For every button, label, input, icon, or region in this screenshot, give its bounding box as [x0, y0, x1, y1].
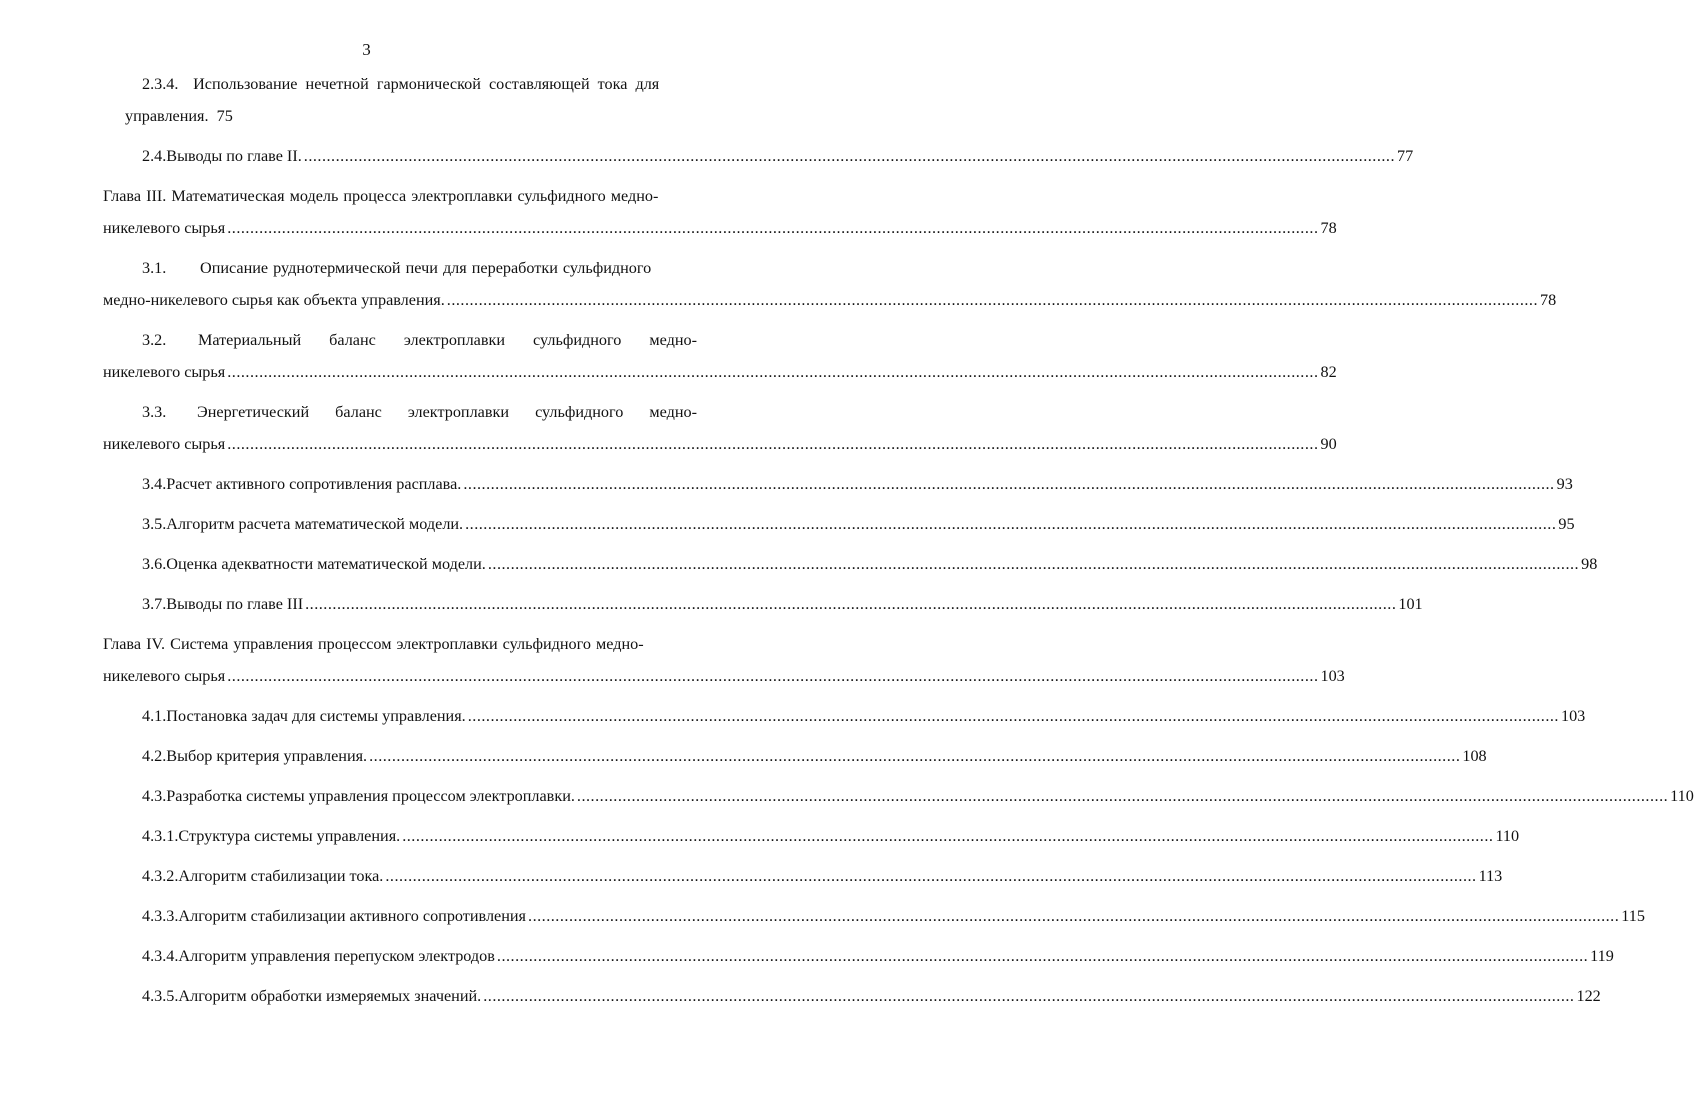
toc-title-cont: никелевого сырья	[103, 667, 226, 685]
toc-page: 108	[1462, 747, 1487, 765]
toc-page: 93	[1556, 475, 1573, 493]
toc-title-cont: управления.	[125, 107, 209, 125]
toc-leader	[577, 780, 1668, 812]
toc-leader	[227, 428, 1318, 460]
toc-title-cont: никелевого сырья	[103, 219, 226, 237]
toc-leader	[463, 468, 1554, 500]
toc-leader	[227, 356, 1318, 388]
toc-title-cont: медно-никелевого сырья как объекта управления.	[103, 291, 445, 309]
toc-leader	[227, 660, 1318, 692]
toc-title: Глава III. Математическая модель процесса электроплавки сульфидного медно-	[103, 187, 659, 205]
toc-entry-4-2[interactable]	[125, 740, 1487, 772]
toc-page: 82	[1320, 363, 1337, 381]
toc-number: 4.3.2.	[142, 867, 179, 885]
toc-page: 90	[1320, 435, 1337, 453]
toc-entry-3-6[interactable]	[125, 548, 1598, 580]
toc-number: 4.3.1.	[142, 827, 179, 845]
toc-number: 3.6.	[142, 555, 167, 573]
toc-leader	[305, 588, 1396, 620]
toc-leader	[497, 940, 1588, 972]
toc-title: Материальный баланс электроплавки сульфидного медно-	[197, 331, 697, 349]
toc-title: Оценка адекватности математической модели.	[166, 555, 486, 573]
toc-leader	[385, 860, 1476, 892]
toc-leader	[488, 548, 1579, 580]
toc-title: Алгоритм обработки измеряемых значений.	[178, 987, 482, 1005]
toc-page: 110	[1495, 827, 1520, 845]
toc-title: Описание руднотермической печи для переработки сульфидного	[200, 259, 652, 277]
toc-title: Использование нечетной гармонической составляющей тока для	[193, 75, 660, 93]
toc-page: 101	[1398, 595, 1423, 613]
toc-title-cont: никелевого сырья	[103, 363, 226, 381]
toc-number: 3.3.	[142, 403, 167, 421]
toc-entry-3-2[interactable]	[103, 324, 1337, 388]
toc-title: Глава IV. Система управления процессом электроплавки сульфидного медно-	[103, 635, 644, 653]
toc-title: Выбор критерия управления.	[166, 747, 368, 765]
toc-title: Алгоритм стабилизации тока.	[178, 867, 384, 885]
toc-leader	[483, 980, 1574, 1012]
toc-leader	[304, 140, 1395, 172]
toc-number: 3.7.	[142, 595, 167, 613]
toc-entry-chapter-3[interactable]	[103, 180, 1337, 244]
toc-leader	[447, 284, 1538, 316]
toc-entry-3-4[interactable]	[125, 468, 1573, 500]
toc-leader	[528, 900, 1619, 932]
toc-leader	[369, 740, 1460, 772]
toc-entry-4-3-5[interactable]	[125, 980, 1601, 1012]
toc-entry-2-3-4[interactable]	[125, 68, 697, 132]
toc-title: Выводы по главе III	[166, 595, 304, 613]
toc-leader	[227, 212, 1318, 244]
toc-entry-3-3[interactable]	[103, 396, 1337, 460]
toc-number: 4.1.	[142, 707, 167, 725]
toc-title: Выводы по главе II.	[166, 147, 302, 165]
toc-title: Структура системы управления.	[178, 827, 401, 845]
toc-number: 2.3.4.	[142, 75, 179, 93]
toc-title: Алгоритм расчета математической модели.	[166, 515, 464, 533]
toc-entry-3-1[interactable]	[103, 252, 1557, 316]
toc-entry-chapter-4[interactable]	[103, 628, 1345, 692]
toc-entry-4-3[interactable]	[125, 780, 1694, 812]
toc-title: Алгоритм управления перепуском электродов	[178, 947, 495, 965]
toc-title: Алгоритм стабилизации активного сопротивления	[178, 907, 527, 925]
toc-title: Энергетический баланс электроплавки сульфидного медно-	[197, 403, 697, 421]
toc-number: 4.3.4.	[142, 947, 179, 965]
toc-page: 113	[1478, 867, 1503, 885]
toc-number: 3.1.	[142, 259, 167, 277]
toc-entry-4-3-1[interactable]	[125, 820, 1520, 852]
toc-entry-2-4[interactable]	[125, 140, 1414, 172]
toc-page: 122	[1576, 987, 1601, 1005]
toc-title: Разработка системы управления процессом электроплавки.	[166, 787, 575, 805]
toc-leader	[465, 508, 1556, 540]
toc-number: 4.3.3.	[142, 907, 179, 925]
table-of-contents	[103, 68, 1694, 1012]
toc-number: 2.4.	[142, 147, 167, 165]
toc-page: 115	[1621, 907, 1645, 925]
toc-page: 77	[1397, 147, 1414, 165]
toc-page: 75	[216, 107, 233, 125]
toc-page: 78	[1320, 219, 1337, 237]
toc-title: Постановка задач для системы управления.	[166, 707, 466, 725]
toc-leader	[402, 820, 1493, 852]
toc-page: 103	[1320, 667, 1345, 685]
toc-page: 98	[1581, 555, 1598, 573]
toc-number: 4.2.	[142, 747, 167, 765]
toc-page: 110	[1670, 787, 1694, 805]
toc-number: 3.2.	[142, 331, 167, 349]
toc-page: 78	[1540, 291, 1557, 309]
toc-number: 3.4.	[142, 475, 167, 493]
toc-title: Расчет активного сопротивления расплава.	[166, 475, 462, 493]
toc-entry-4-3-2[interactable]	[125, 860, 1503, 892]
toc-number: 4.3.	[142, 787, 167, 805]
toc-entry-4-3-3[interactable]	[125, 900, 1645, 932]
toc-leader	[468, 700, 1559, 732]
toc-page: 95	[1558, 515, 1575, 533]
toc-number: 4.3.5.	[142, 987, 179, 1005]
toc-entry-3-7[interactable]	[125, 588, 1423, 620]
toc-entry-4-3-4[interactable]	[125, 940, 1614, 972]
toc-page: 119	[1590, 947, 1614, 965]
toc-entry-3-5[interactable]	[125, 508, 1575, 540]
toc-title-cont: никелевого сырья	[103, 435, 226, 453]
page-number: 3	[362, 40, 371, 59]
toc-page: 103	[1560, 707, 1586, 725]
toc-number: 3.5.	[142, 515, 167, 533]
toc-entry-4-1[interactable]	[125, 700, 1586, 732]
